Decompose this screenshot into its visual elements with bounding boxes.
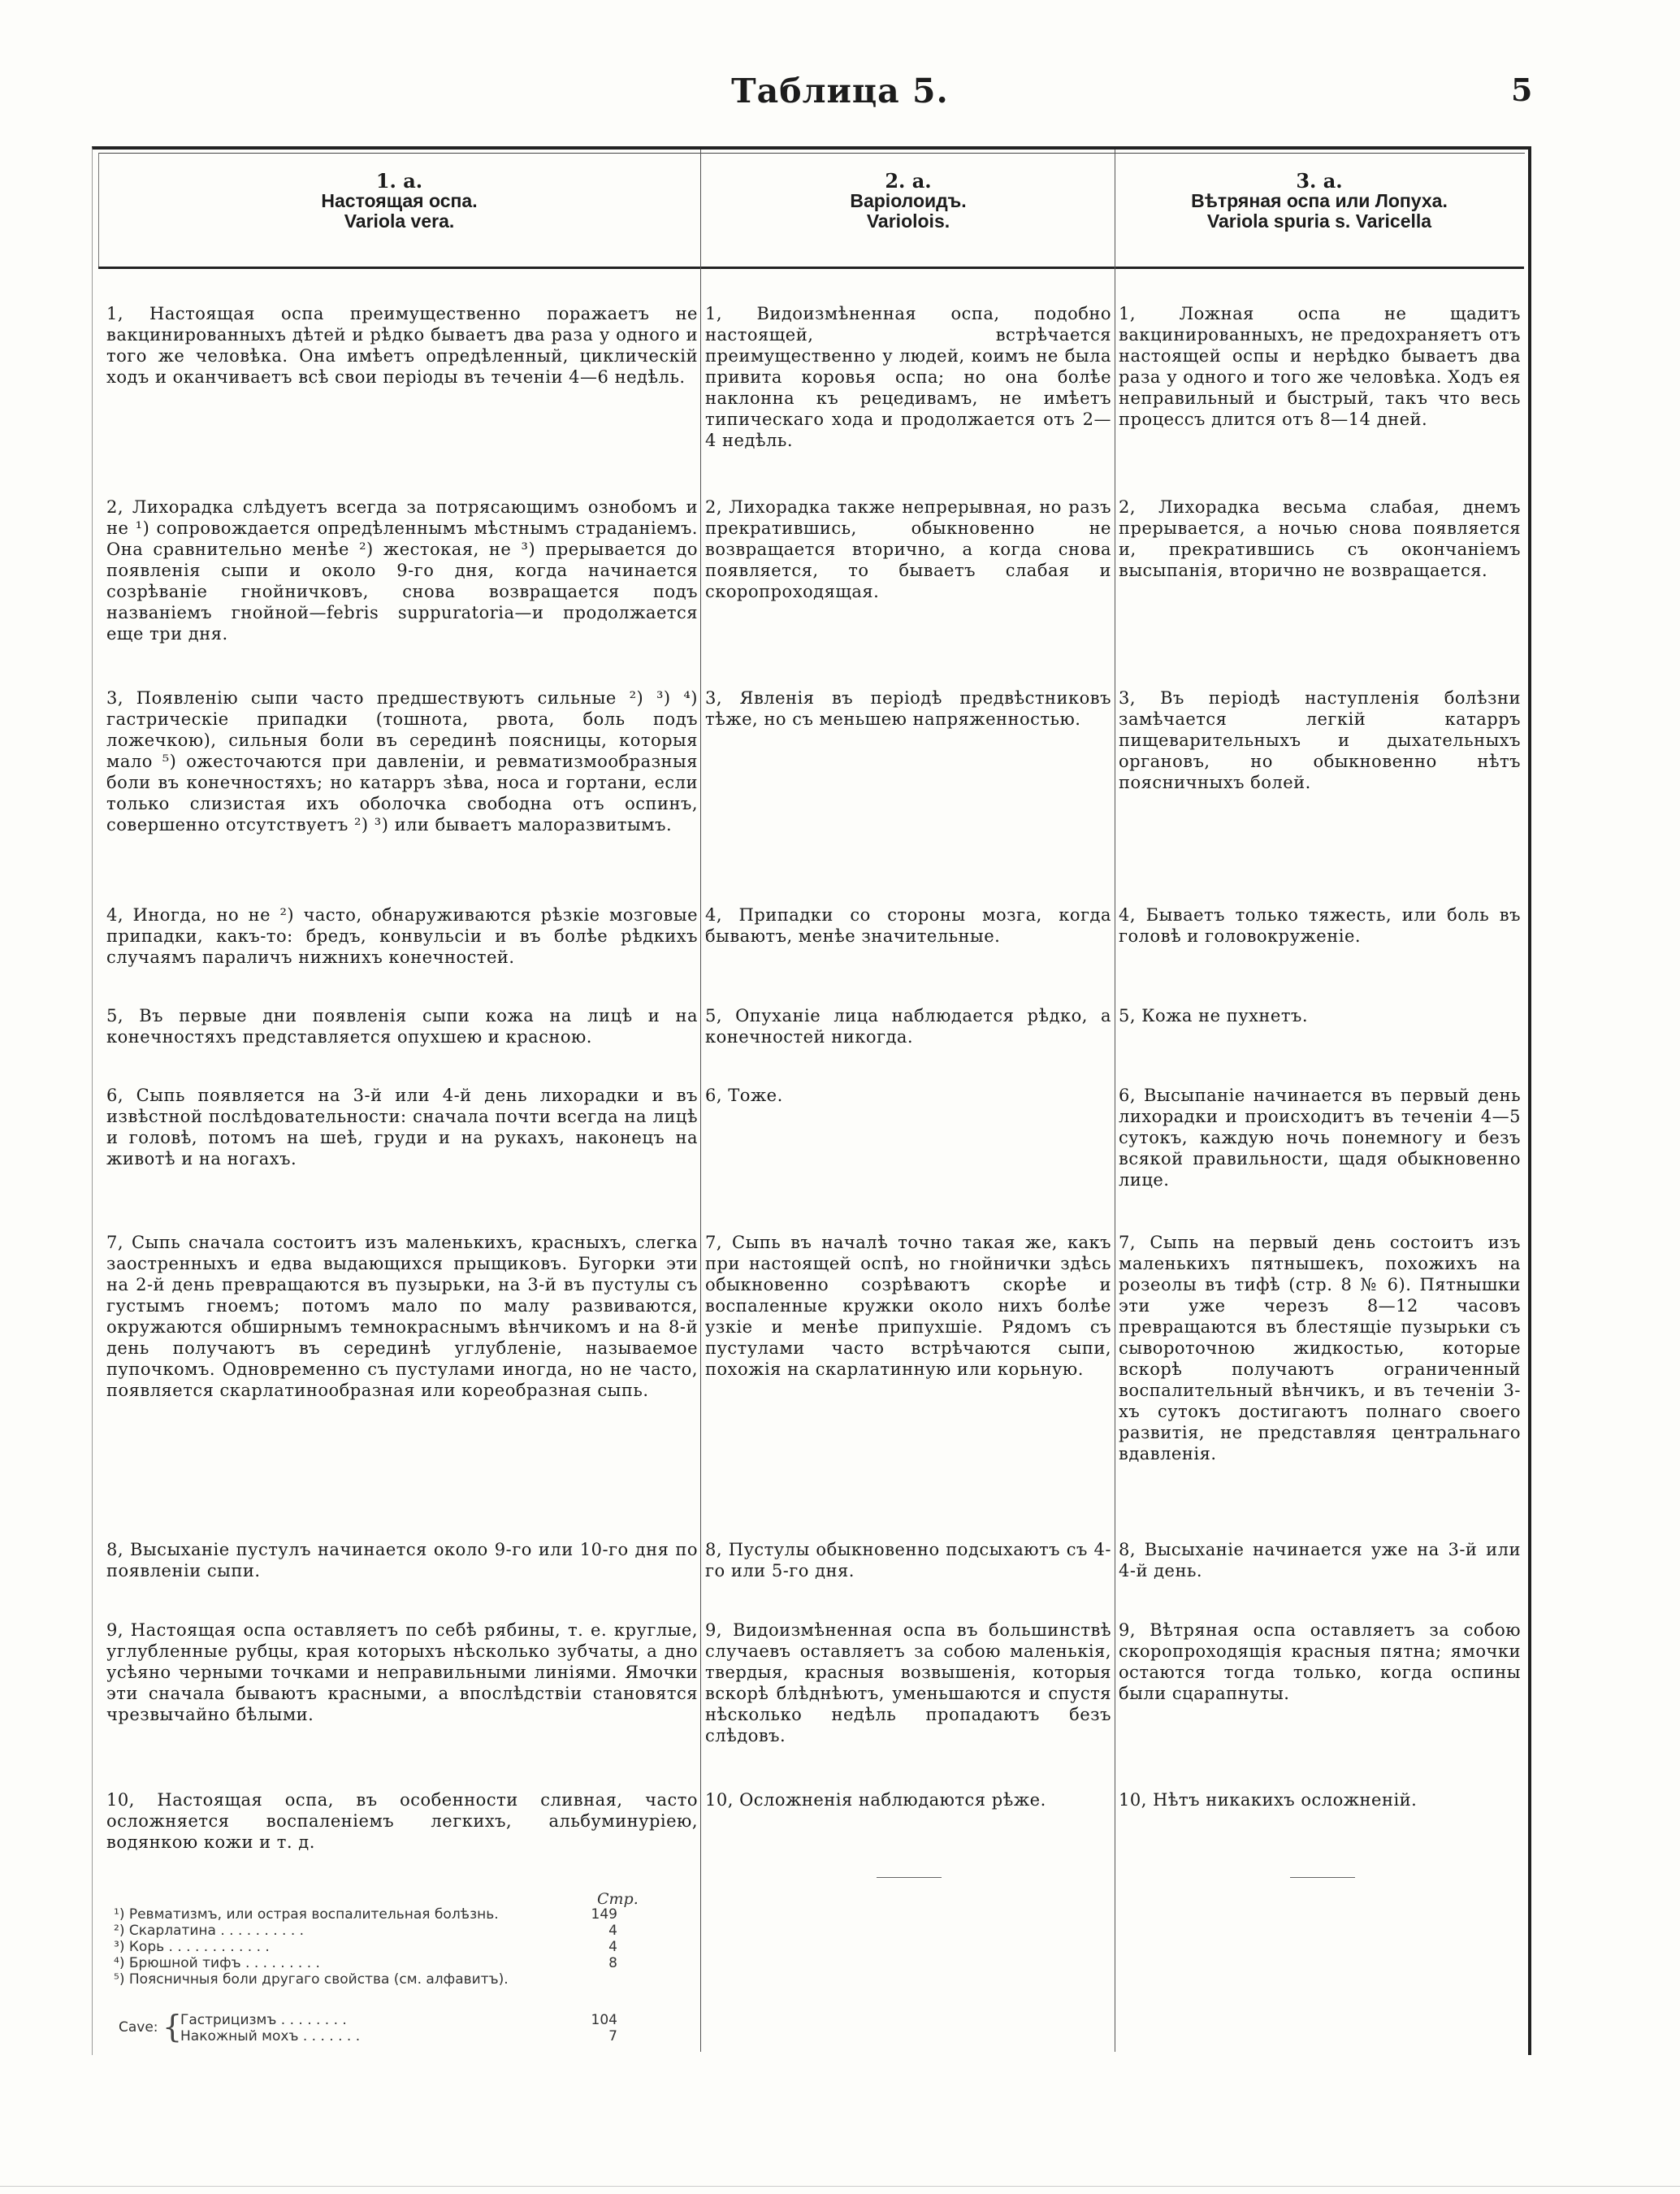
footnote [114, 1956, 617, 1971]
page-edge-rule [0, 2186, 1680, 2187]
table-cell: 1, Ложная оспа не щадитъ вакцинированныхъ, не предохраняетъ отъ настоящей оспы и нерѣдко бываетъ два раза у одного и того же человѣка. Ходъ ея неправильный и быстрый, такъ что весь процессъ длится отъ 8—14 дней. [1119, 304, 1521, 429]
cave-item-page: 104 [591, 2012, 617, 2028]
table-cell: 3, Появленію сыпи часто предшествуютъ сильные ²) ³) ⁴) гастрическіе припадки (тошнота, рвота, боль подъ ложечкою), сильныя боли въ серединѣ поясницы, которыя мало ⁵) ожесточаются при давленіи, и ревматизмообразныя боли въ конечностяхъ; но катарръ зѣва, носа и гортани, если только слизистая ихъ оболочка свободна отъ оспинъ, совершенно отсутствуетъ ²) ³) или бываетъ малоразвитымъ. [106, 688, 698, 835]
footnote-page-header: Стр. [597, 1890, 639, 1908]
table-cell: 6, Сыпь появляется на 3-й или 4-й день лихорадки и въ извѣстной послѣдовательности: сначала почти всегда на лицѣ и головѣ, потомъ на шеѣ, груди и на рукахъ, наконецъ на животѣ и на ногахъ. [106, 1086, 698, 1169]
table-cell: 8, Пустулы обыкновенно подсыхаютъ съ 4-го или 5-го дня. [705, 1540, 1111, 1580]
page-title: Таблица 5. [731, 72, 949, 111]
footnote-label: ⁴) Брюшной тифъ . . . . . . . . . [114, 1955, 320, 1971]
table-cell: 4, Припадки со стороны мозга, когда бываютъ, менѣе значительные. [705, 905, 1111, 946]
table-cell: 10, Настоящая оспа, въ особенности сливная, часто осложняется воспаленіемъ легкихъ, альбуминуріею, водянкою кожи и т. д. [106, 1790, 698, 1852]
table-cell: 5, Въ первые дни появленія сыпи кожа на лицѣ и на конечностяхъ представляется опухшею и красною. [106, 1006, 698, 1047]
table-cell: 1, Видоизмѣненная оспа, подобно настоящей, встрѣчается преимущественно у людей, коимъ не была привита коровья оспа; но она болѣе наклонна къ рецедивамъ, не имѣетъ типическаго хода и продолжается отъ 2—4 недѣль. [705, 304, 1111, 450]
column-name: Вѣтряная оспа или Лопуха. [1191, 190, 1448, 211]
cave-item-label: Накожный мохъ . . . . . . . [180, 2028, 361, 2044]
column-number: 2. a. [885, 169, 932, 193]
column-number: 3. a. [1296, 169, 1343, 193]
table-cell: 6, Тоже. [705, 1086, 783, 1105]
footnote [114, 1940, 617, 1954]
table-cell: 7, Сыпь на первый день состоитъ изъ маленькихъ пятнышекъ, похожихъ на розеолы въ тифѣ (стр. 8 № 6). Пятнышки эти уже черезъ 8—12 часовъ превращаются въ блестящіе пузырьки съ сывороточною жидкостью, которые вскорѣ получаютъ ограниченный воспалительный вѣнчикъ, и въ теченіи 3-хъ сутокъ достигаютъ полнаго своего развитія, не представляя центральнаго вдавленія. [1119, 1233, 1521, 1463]
column-header-variola-vera [98, 171, 700, 232]
column-latin-name: Variolois. [866, 210, 950, 232]
table-cell: 4, Бываетъ только тяжесть, или боль въ головѣ и головокруженіе. [1119, 905, 1521, 946]
table-cell: 9, Вѣтряная оспа оставляетъ за собою скоропроходящія красныя пятна; ямочки остаются тогда только, когда оспины были сцарапнуты. [1119, 1620, 1521, 1703]
brace-icon: { [162, 2009, 183, 2044]
column-latin-name: Variola spuria s. Varicella [1206, 210, 1432, 232]
column-latin-name: Variola vera. [344, 210, 455, 232]
column-name: Варіолоидъ. [850, 190, 967, 211]
cave-item-label: Гастрицизмъ . . . . . . . . [180, 2012, 347, 2028]
footnote-label: ¹) Ревматизмъ, или острая воспалительная болѣзнь. [114, 1906, 499, 1923]
table-cell: 9, Видоизмѣненная оспа въ большинствѣ случаевъ оставляетъ за собою маленькія, твердыя, красныя возвышенія, которыя вскорѣ блѣднѣютъ, уменьшаются и спустя нѣсколько недѣль пропадаютъ безъ слѣдовъ. [705, 1620, 1111, 1745]
cave-item [180, 2013, 617, 2027]
column-name: Настоящая оспа. [321, 190, 478, 211]
cave-item-page: 7 [608, 2028, 617, 2044]
table-cell: 2, Лихорадка слѣдуетъ всегда за потрясающимъ ознобомъ и не ¹) сопровождается опредѣленнымъ мѣстнымъ страданіемъ. Она сравнительно менѣе ²) жестокая, не ³) прерывается до появленія сыпи и около 9-го дня, когда начинается созрѣваніе гнойничковъ, снова возвращается подъ названіемъ гнойной—febris suppuratoria—и продолжается еще три дня. [106, 497, 698, 644]
footnote-page: 4 [608, 1939, 617, 1955]
table-cell: 5, Опуханіе лица наблюдается рѣдко, а конечностей никогда. [705, 1006, 1111, 1047]
table-cell: 10, Осложненія наблюдаются рѣже. [705, 1790, 1046, 1810]
column-divider [700, 150, 701, 2052]
table-cell: 9, Настоящая оспа оставляетъ по себѣ рябины, т. е. круглые, углубленные рубцы, края которыхъ нѣсколько зубчаты, а дно усѣяно черными точками и неправильными линіями. Ямочки эти сначала бываютъ красными, а впослѣдствіи становятся чрезвычайно бѣлыми. [106, 1620, 698, 1724]
table-cell: 2, Лихорадка также непрерывная, но разъ прекратившись, обыкновенно не возвращается вторично, а когда снова появляется, то бываетъ слабая и скоропроходящая. [705, 497, 1111, 601]
footnote [114, 1923, 617, 1938]
table-cell: 7, Сыпь сначала состоитъ изъ маленькихъ, красныхъ, слегка заостренныхъ и едва выдающихся прыщиковъ. Бугорки эти на 2-й день превращаются въ пузырьки, на 3-й въ пустулы съ густымъ гноемъ; потомъ мало по малу развиваются, окружаются обширнымъ темнокраснымъ вѣнчикомъ и на 8-й день получаютъ въ серединѣ углубленіе, называемое пупочкомъ. Одновременно съ пустулами иногда, но не часто, появляется скарлатинообразная или кореобразная сыпь. [106, 1233, 698, 1400]
column-header-varicella [1116, 171, 1522, 232]
end-rule [877, 1877, 942, 1878]
cave-label: Cave: [119, 2019, 158, 2036]
footnote-label: ³) Корь . . . . . . . . . . . . [114, 1939, 270, 1955]
cave-item [180, 2029, 617, 2044]
end-rule [1290, 1877, 1355, 1878]
table-cell: 6, Высыпаніе начинается въ первый день лихорадки и происходитъ въ теченіи 4—5 сутокъ, каждую ночь понемногу и безъ всякой правильности, щадя обыкновенно лице. [1119, 1086, 1521, 1190]
table-cell: 7, Сыпь въ началѣ точно такая же, какъ при настоящей оспѣ, но гнойнички здѣсь обыкновенно созрѣваютъ скорѣе и воспаленные кружки около нихъ болѣе узкіе и менѣе припухшіе. Рядомъ съ пустулами часто встрѣчаются сыпи, похожія на скарлатинную или корьную. [705, 1233, 1111, 1379]
page-number: 5 [1511, 72, 1533, 108]
footnote-page: 4 [608, 1923, 617, 1939]
footnote [114, 1972, 617, 1987]
table-cell: 2, Лихорадка весьма слабая, днемъ прерывается, а ночью снова появляется и, прекратившись съ окончаніемъ высыпанія, вторично не возвращается. [1119, 497, 1521, 580]
column-header-variolois [702, 171, 1115, 232]
footnote-label: ⁵) Поясничныя боли другаго свойства (см. алфавитъ). [114, 1971, 509, 1988]
table-cell: 5, Кожа не пухнетъ. [1119, 1006, 1308, 1025]
table-cell: 8, Высыханіе начинается уже на 3-й или 4-й день. [1119, 1540, 1521, 1580]
header-rule [98, 267, 1524, 269]
table-cell: 3, Въ періодѣ наступленія болѣзни замѣчается легкій катарръ пищеварительныхъ и дыхательныхъ органовъ, но обыкновенно нѣтъ поясничныхъ болей. [1119, 688, 1521, 792]
column-number: 1. a. [375, 169, 423, 193]
footnote [114, 1907, 617, 1922]
footnote-page: 149 [591, 1906, 617, 1923]
table-cell: 8, Высыханіе пустулъ начинается около 9-го или 10-го дня по появленіи сыпи. [106, 1540, 698, 1580]
table-cell: 1, Настоящая оспа преимущественно поражаетъ не вакцинированныхъ дѣтей и рѣдко бываетъ два раза у одного и того же человѣка. Она имѣетъ опредѣленный, циклическій ходъ и оканчиваетъ всѣ свои періоды въ теченіи 4—6 недѣль. [106, 304, 698, 387]
table-cell: 10, Нѣтъ никакихъ осложненій. [1119, 1790, 1418, 1810]
table-cell: 4, Иногда, но не ²) часто, обнаруживаются рѣзкіе мозговые припадки, какъ-то: бредъ, конвульсіи и въ болѣе рѣдкихъ случаямъ параличъ нижнихъ конечностей. [106, 905, 698, 967]
footnote-label: ²) Скарлатина . . . . . . . . . . [114, 1923, 305, 1939]
table-cell: 3, Явленія въ періодѣ предвѣстниковъ тѣже, но съ меньшею напряженностью. [705, 688, 1111, 729]
footnote-page: 8 [608, 1955, 617, 1971]
